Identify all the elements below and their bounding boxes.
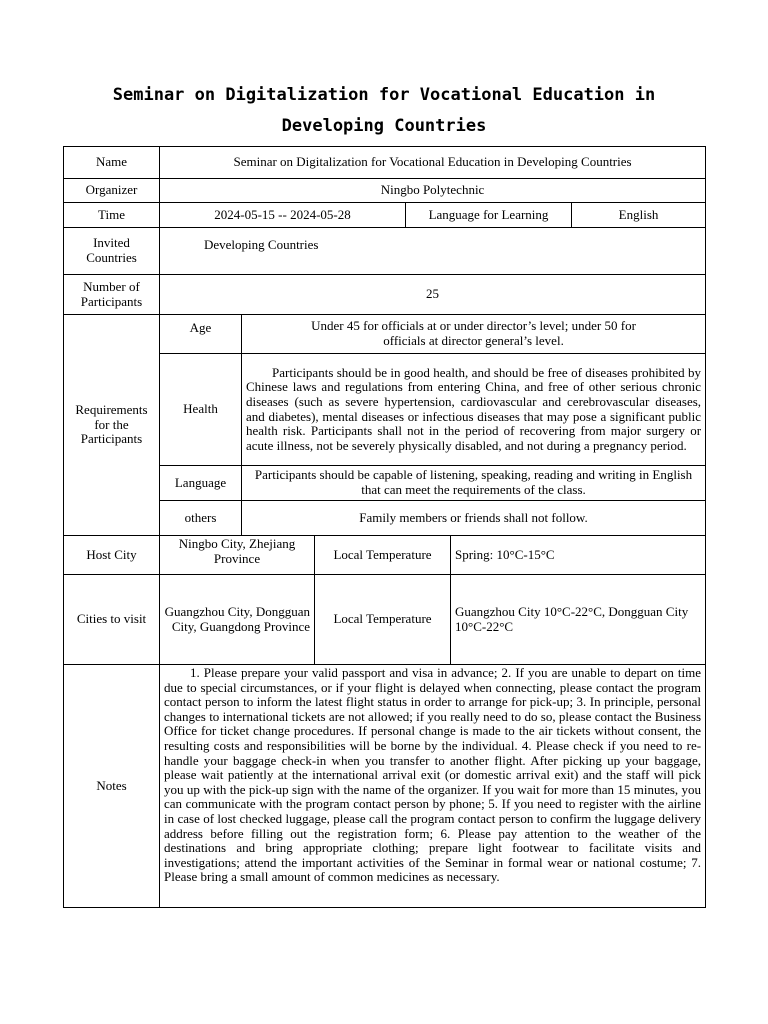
requirements-label: Requirements for the Participants: [64, 315, 160, 536]
visit-temperature-label: Local Temperature: [315, 575, 451, 665]
seminar-info-table: [63, 146, 706, 908]
row-requirement-health: [64, 354, 706, 466]
time-value: 2024-05-15 -- 2024-05-28: [160, 203, 406, 228]
language-for-learning-label: Language for Learning: [406, 203, 572, 228]
row-name: [64, 147, 706, 179]
notes-label: Notes: [64, 665, 160, 908]
health-value: Participants should be in good health, and should be free of diseases prohibited by Chinese laws and regulations from entering China, and free of other serious chronic diseases (such as severe hypertension, cardiovascular and cerebrovascular diseases, and diabetes), mental diseases or infectious diseases that may pose a significant public health risk. Participants shall not in the period of recovering from major surgery or acute illness, not be severely physically disabled, and not during a pregnancy period.: [242, 354, 706, 466]
page-title: Seminar on Digitalization for Vocational Education in Developing Countries: [112, 85, 656, 136]
row-cities-to-visit: [64, 575, 706, 665]
organizer-value: Ningbo Polytechnic: [160, 179, 706, 203]
cities-to-visit-label: Cities to visit: [64, 575, 160, 665]
organizer-label: Organizer: [64, 179, 160, 203]
row-invited-countries: [64, 228, 706, 275]
host-city-value: Ningbo City, Zhejiang Province: [160, 536, 315, 575]
notes-value: 1. Please prepare your valid passport and visa in advance; 2. If you are unable to depart on time due to special circumstances, or if your flight is delayed when connecting, please contact the program contact person to inform the latest flight status in order to arrange for pick-up; 3. In principle, personal changes to international tickets are not allowed; if you really need to do so, please contact the Business Office for ticket change procedures. If personal change is made to the air tickets without consent, the resulting costs and responsibilities will be borne by the individual. 4. Please check if you need to re-handle your baggage check-in when you transfer to another flight. After picking up your baggage, please wait patiently at the international arrival exit (or domestic arrival exit) and the staff will pick you up with the pick-up sign with the name of the organizer. If you wait for more than 15 minutes, you can communicate with the program contact person by phone; 5. If you need to register with the airline in case of lost checked luggage, please call the program contact person to confirm the luggage delivery address before filling out the registration form; 6. Please pay attention to the weather of the destinations and bring appropriate clothing; prepare light footwear to facilitate visits and investigations; attend the important activities of the Seminar in formal wear or national costume; 7. Please bring a small amount of common medicines as necessary.: [160, 665, 706, 908]
row-requirement-language: [64, 466, 706, 501]
health-label: Health: [160, 354, 242, 466]
number-of-participants-value: 25: [160, 275, 706, 315]
invited-countries-value: Developing Countries: [160, 228, 706, 275]
name-value: Seminar on Digitalization for Vocational Education in Developing Countries: [160, 147, 706, 179]
name-label: Name: [64, 147, 160, 179]
language-value: Participants should be capable of listening, speaking, reading and writing in English that can meet the requirements of the class.: [242, 466, 706, 501]
age-label: Age: [160, 315, 242, 354]
row-time: [64, 203, 706, 228]
invited-countries-label: Invited Countries: [64, 228, 160, 275]
others-label: others: [160, 501, 242, 536]
time-label: Time: [64, 203, 160, 228]
row-requirement-age: [64, 315, 706, 354]
host-city-label: Host City: [64, 536, 160, 575]
visit-temperature-value: Guangzhou City 10°C-22°C, Dongguan City 10°C-22°C: [451, 575, 706, 665]
host-temperature-label: Local Temperature: [315, 536, 451, 575]
row-host-city: [64, 536, 706, 575]
language-for-learning-value: English: [572, 203, 706, 228]
row-notes: [64, 665, 706, 908]
age-value: Under 45 for officials at or under director’s level; under 50 for officials at director general’s level.: [242, 315, 706, 354]
cities-to-visit-value: Guangzhou City, Dongguan City, Guangdong Province: [160, 575, 315, 665]
language-label: Language: [160, 466, 242, 501]
row-requirement-others: [64, 501, 706, 536]
host-temperature-value: Spring: 10°C-15°C: [451, 536, 706, 575]
number-of-participants-label: Number of Participants: [64, 275, 160, 315]
row-organizer: [64, 179, 706, 203]
row-number-of-participants: [64, 275, 706, 315]
others-value: Family members or friends shall not follow.: [242, 501, 706, 536]
